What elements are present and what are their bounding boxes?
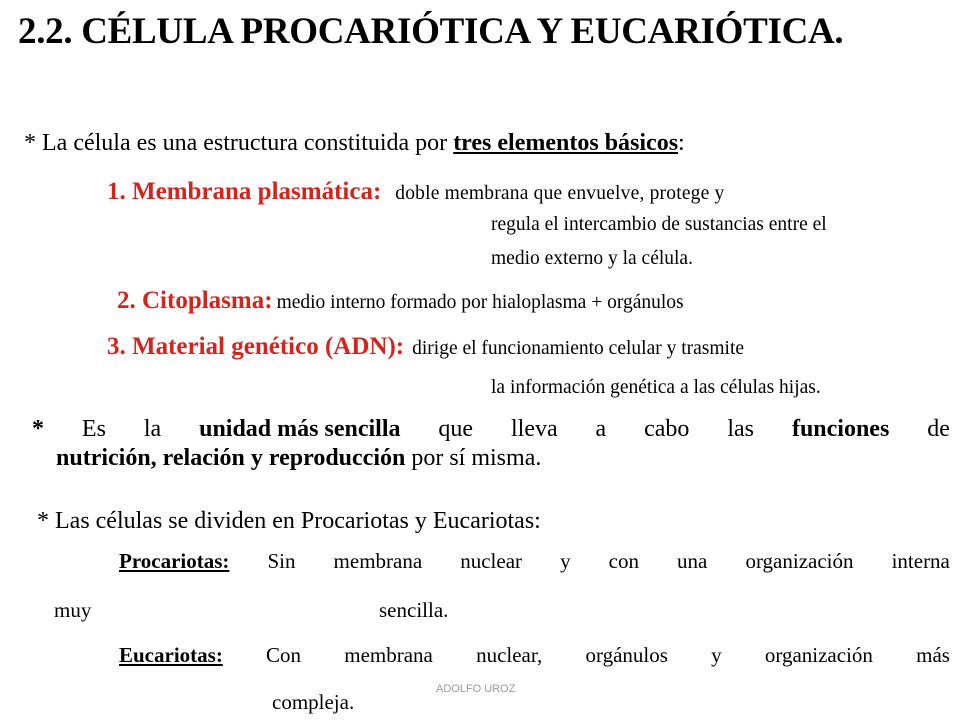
element-membrana [107,178,725,206]
element-adn-head: 3. Material genético (ADN): [107,333,405,360]
element-membrana-head: 1. Membrana plasmática: [107,178,382,205]
def-eucariotas-line-1 [119,643,950,668]
intro-suffix: : [678,130,685,156]
element-citoplasma-desc: medio interno formado por hialoplasma + orgánulos [276,292,684,313]
division-bullet: * Las células se dividen en Procariotas y Eucariotas: [37,508,541,534]
unit-word: cabo [644,416,690,442]
def-word: membrana [333,549,423,573]
element-citoplasma [117,287,684,315]
unit-bullet-line-1 [32,416,950,443]
unit-bullet-line-2 [56,445,950,472]
def-word: orgánulos [585,643,668,667]
intro-emphasis: tres elementos básicos [453,130,679,156]
def-word: con [608,549,639,573]
intro-bullet [24,130,685,157]
def-word: Con [266,643,302,667]
unit-word: la [143,416,162,442]
unit-word: las [727,416,755,442]
element-adn-desc-2: la información genética a las células hijas. [491,377,821,398]
def-procariotas-cont-b: sencilla. [379,598,449,622]
def-word: organización [764,643,873,667]
def-word: nuclear [460,549,523,573]
unit-word: Es [81,416,106,442]
def-word: Sin [267,549,296,573]
unit-word: lleva [510,416,558,442]
element-adn [107,333,744,361]
def-procariotas-line-1 [119,549,950,574]
def-procariotas-label: Procariotas: [119,549,230,573]
unit-word: de [927,416,950,442]
element-membrana-desc-1: doble membrana que envuelve, protege y [395,183,725,204]
def-word: y [711,643,722,667]
def-word: y [560,549,571,573]
def-word: membrana [344,643,433,667]
def-word: nuclear, [476,643,543,667]
unit-line2-rest: por sí misma. [405,445,542,471]
def-procariotas [119,549,950,574]
unit-functions-list: nutrición, relación y reproducción [56,445,406,471]
footer-author: ADOLFO UROZ [436,683,516,695]
def-eucariotas-label: Eucariotas: [119,643,223,667]
unit-star: * [32,416,44,442]
unit-word: a [595,416,607,442]
unit-emphasis: unidad más sencilla [199,416,401,442]
element-membrana-desc-3: medio externo y la célula. [491,248,693,269]
element-citoplasma-head: 2. Citoplasma: [117,287,273,314]
unit-bullet [32,416,950,472]
def-word: más [916,643,950,667]
def-word: organización [745,549,854,573]
def-word: una [677,549,708,573]
def-procariotas-cont-a: muy [54,598,92,622]
page-title: 2.2. CÉLULA PROCARIÓTICA Y EUCARIÓTICA. [18,11,844,52]
def-eucariotas [119,643,950,668]
element-adn-desc-1: dirige el funcionamiento celular y trasmite [412,338,745,359]
def-word: interna [891,549,950,573]
intro-text: * La célula es una estructura constituida por [24,130,454,156]
unit-emphasis-funciones: funciones [791,416,890,442]
unit-word: que [438,416,474,442]
element-membrana-desc-2: regula el intercambio de sustancias entre el [491,214,827,235]
def-eucariotas-cont: compleja. [272,690,355,714]
